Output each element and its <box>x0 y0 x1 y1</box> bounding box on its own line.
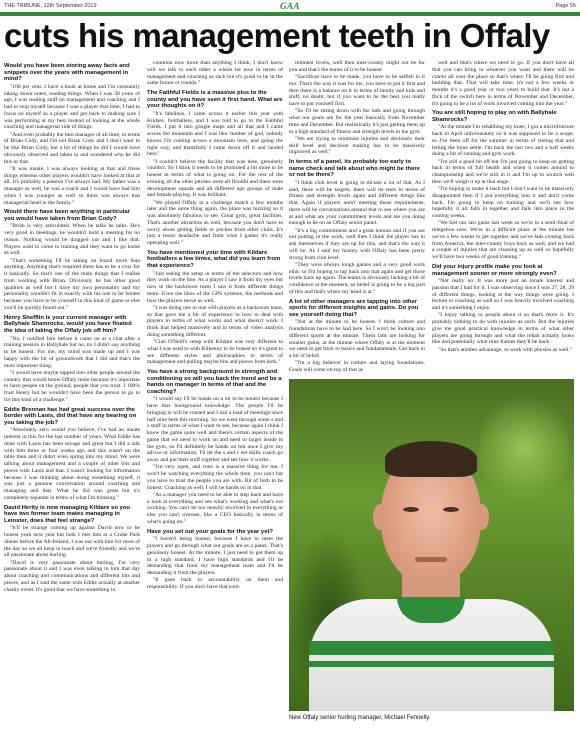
interview-paragraph: "They were always tough games and a very good work ethic so I'm hoping to tap back into that again and get those levels back up again. The teams is obviously lacking a bit of confidence at the moment, so belief is going to be a big part of this and that's where my head is at." <box>289 261 425 295</box>
page-number: Page 55 <box>555 3 576 9</box>
interview-paragraph: "I think club level is going to dictate a lot of that. As I said, there will be targets, there will be tests in terms of fitness and strength levels again and different things like that. Again if players aren't meeting those requirements, there will be conversations around that to see where you are at and what are your commitment levels and are you doing enough to be on an Offaly senior panel. <box>289 179 425 227</box>
interview-paragraph: "We lost our last game last week so we're in a semi-final of relegation now. We're in a difficult place at the minute but we've a few weeks to get together and we've lads coming back from America, the inter-county boys back as well, and we had a couple of injuries that are cleaning up as well so hopefully we'll have two weeks of good training." <box>432 220 574 261</box>
jersey-stripe <box>309 641 554 655</box>
interview-paragraph: "We are trying to minimise injuries and obviously their skill level and decision making has to be massively improved as well." <box>289 135 425 156</box>
interview-paragraph: "Cian O'Neill's setup with Kildare was very different to what I was used to with Kilkenny to be honest so it's great to see different styles and philosophies in terms of management and pulling maybe bits and pieces from both." <box>147 339 283 366</box>
interview-paragraph: "Absolutely zero would you believe, I've had an innate interest in this for the last number of years. What Eddie has done with Laois has been savage and great but I did a talk with him three or four weeks ago and this wasn't on the table then and it didn't even spring into my mind. We were talking about management and a couple of other bits and pieces with Laois and that. I wasn't looking for information because I was thinking about doing something myself, it was just a genuine conversation around coaching and managing and that. What he did was great but it's completely separate in terms of what I'm thinking." <box>4 427 140 501</box>
interview-paragraph: "Just seeing the setup in terms of the selectors and how they work on the line. As a player I saw it from my eyes but now in the backroom team I saw it from different things more. Even the likes of the GPS systems, the methods and how the players move as well. <box>147 270 283 304</box>
interview-question: In terms of a panel, its probably too early to name check and talk about who might be there or not be there? <box>289 159 420 179</box>
interview-paragraph: "It goes back to accountability on them and responsibility. If you don't have that com- <box>147 577 283 591</box>
page-header <box>0 0 580 12</box>
headline: cuts his management teeth in Offaly <box>4 17 550 54</box>
interview-paragraph: "That's something I'll be taking on board more than anything. Anything that's required there has to be a crux for it basically. So that's one of the main things that I realise from working with Brian. Obviously he has other good qualities as well but I have my own personality and my personality wouldn't fit in exactly with his one to be honest because you have to be yourself in this kind of game or else you'll be quickly found out." <box>4 257 140 311</box>
hair <box>385 441 477 477</box>
mouth <box>415 557 447 562</box>
interview-paragraph: "I was doing one to one with players as a backroom team, so that gave me a bit of experience in how to deal with players in terms of what works and what doesn't work. I think that helped massively and in terms of video analysis doing something different. <box>147 304 283 338</box>
interview-paragraph: "And even probably the best manager of all time, in terms of Brian Cody, and I'm not Brian Cody and I don't want to be like Brian Cody, but a lot of things he did I would have obviously observed and taken in and wondered why he did this or that. <box>4 131 140 165</box>
interview-question: Would there have been anything in particular you would have taken from Brian Cody? <box>4 209 130 222</box>
article-column-4 <box>432 60 574 375</box>
left-eye <box>403 507 419 512</box>
interview-paragraph: "I would have maybe tapped into other people around the country that would know Offaly more because it's important to have people on the ground, people that you trust. I 100% trust Henry but he wouldn't have been the person to go to for this kind of a challenge." <box>4 369 140 403</box>
interview-paragraph: "It's fabulous, I came across it earlier this year with Kildare, footballers, and I was told to go to the Faithful Fields. I put it into google maps and all that and I came across the mountain and I was like 'mother of god, nobody knows I'm coming across a mountain here, and going the right way, and thankfully I came down off it and landed here.' <box>147 110 283 158</box>
interview-paragraph: "I would say I'll be hands on a lot to be honest because I have that background knowledge. The people I'll be bringing in will be trusted and I had a load of meetings since half nine here this morning. So we went through some s and s stuff in terms of what I want to see, because again I think I know the game quite well and there's certain aspects of the game that we need to work on and need to target inside in the gym, so I'll definitely be hands on but once I give my advice or information, I'll let the s and c set skills coach go away and put their stuff together and see how it works. <box>147 396 283 464</box>
photo-caption: New Offaly senior hurling manager, Michael Fennelly. <box>289 715 431 721</box>
interview-paragraph: mitment levels, well then inter-county might not be for you and that's the bones of it to be honest. <box>289 60 425 73</box>
interview-question: Have you set out your goals for the year yet? <box>147 528 274 535</box>
interview-paragraph: "As a manager you need to be able to step back and have a look at everything and see what's working and what's not working. You can't be too heavily involved in everything or else you can't oversee, like a CEO basically in terms of what's going on." <box>147 491 283 525</box>
right-eye <box>443 507 459 512</box>
interview-question: A lot of other managers are tapping into other sports for different insights and gains. Do you see yourself doing that? <box>289 298 419 318</box>
interview-paragraph: "I'm a big believer in culture and laying foundations. Goals will come on top of that as <box>289 360 425 374</box>
interview-question: You have a strong background in strength and conditioning so will you back the trend and be a hands on manager in terms of that and the coaching? <box>147 369 282 395</box>
interview-paragraph: "At the minute I'm rehabbing my knee, I got a microfracture back in April unfortunately so it was supposed to be a scope, so I've been off for the summer in terms of resting that and letting the bone settle. I'm back the last two and a half weeks doing a bit of running and gym work. <box>432 124 574 158</box>
interview-paragraph: "Sacrifices have to be made, you have to be selfish in it too. That's the way it was for me, you have to put it first and then there is a balance on it in terms of family and kids and stuff, no doubt, but if you want to be the best you really have to put yourself first. <box>289 74 425 107</box>
interview-paragraph: "So I'll be sitting down with the lads and going through what our goals are for the year basically from November time and December. But realistically it's just getting them up to a high standard of fitness and strength levels in the gym. <box>289 108 425 135</box>
jersey-stripe-thin <box>309 661 554 667</box>
interview-paragraph: "So that's another advantage, to work with physios as well." <box>438 346 573 353</box>
interview-paragraph: "I enjoy talking to people about it so that's more it. It's probably nothing to do with injuries as such. But the injuries give me good practical knowledge in terms of what other players are going through and what the rehab actually looks like and potentially what time frames they'll be back. <box>432 312 574 346</box>
interview-paragraph: "David is very passionate about hurling, I'm very passionate about it and I was even talking to him that day about coaching and communications and different bits and pieces, and as I said the same with Eddie actually at another charity event. It's good that we have something in <box>4 559 140 593</box>
interview-question: Eddie Brennan has had great success over the border with Laois, did that have any bearing on you taking the job? <box>4 406 137 426</box>
background-foliage <box>479 389 569 509</box>
interview-paragraph: "Brian is very articulated. When he talks he talks. He's very good in meetings, he wouldn't hold a meeting for no reason. Nothing would be dragged out and I like that. Players want to come to training and they want to go home as well. <box>4 223 140 257</box>
interview-question: David Herity is now managing Kildare so you have two former team mates managing in Leinster, does that feel strange? <box>4 504 131 524</box>
interview-paragraph: "I'm hoping to make it back but I don't want to be massively disappointed then if I put everything into it and don't come back. I'm going to keep on training and we'll see how hopefully it all falls in together and fails into place in the coming weeks. <box>432 186 574 220</box>
manager-photo <box>289 379 574 711</box>
interview-question: Henry Shefflin is your current manager with Ballyhale Shamrocks, would you have floated the idea of taking the Offaly job off him? <box>4 314 132 334</box>
interview-paragraph: common now more than anything I think, I don't know will we talk to each other a whole lot now in terms of management and coaching as such but it's good to be in the same forum or rounds." <box>147 60 283 87</box>
interview-paragraph: "It'll be strange coming up against David now to be honest yeah next year but look I met him at a Croke Park dinner before the All-Ireland, I was out with him for most of the day so we all keep in touch and we're friendly and we're all passionate about hurling. <box>4 525 140 559</box>
interview-paragraph: well and that's where we need to go. If you don't have all that you can bring in whoever you want and there will be cracks all over the place so that's where I'll be going first and building that. That will take time, it's not a few weeks or months it's a good year or two years to build that. It's not a flick of the switch here in terms of November and December, it's going to be a lot of work involved coming into the year." <box>432 60 574 107</box>
interview-paragraph: "I'm still a good bit off but I'm just going to keep on getting back in terms of full health and when it comes around to championship and we're still in it and I'm up to scratch well then we'll weigh it up at that stage. <box>432 158 574 185</box>
interview-paragraph: "I couldn't believe the facility that was here, genuinely couldn't. So I think it needs to be promoted a bit more to be honest in terms of what is going on. For the rest of the evening all the other pitches were all floodlit and there were development squads and all different age groups of male and female playing. It was brilliant. <box>147 158 283 199</box>
interview-question: You have mentioned your time with Kildare footballers a few times, what did you learn from that experience? <box>147 249 281 269</box>
interview-paragraph: "Not really no. It was more just an innate interest and passion that I had for it. I was observing since I was 27, 28, 29 of different things, looking at the way things were going. I lecture in coaching as well so I was heavily involved coaching and it's something I enjoy. <box>432 278 574 312</box>
header-issue: THE TRIBUNE, 12th September 2019 <box>4 3 97 9</box>
interview-paragraph: "It was innate, I was always looking at that and those things whereas other players wouldn't have looked at that at all. It's probably a passion I've always had. My father was a manager as well, he was a coach and I would have had him when I was younger as well so there was always that managerial head in the family." <box>4 165 140 206</box>
article-column-3 <box>289 60 425 375</box>
interview-paragraph: "Not at the minute to be honest. I think culture and foundations have to be laid here. So I won't be looking into different sports at the minute. Them lads are looking for smaller gains, at the minute where Offaly is at the moment we need to get back to basics and fundamentals. Get back to a bit of belief. <box>289 319 425 360</box>
interview-paragraph: "I'm very open, and trust is a massive thing for me. I won't be watching everything the whole time, you can't but you have to trust the people you are with. Bit of both to be honest. Coaching as well, I will be hands on in that. <box>147 464 283 491</box>
interview-paragraph: "It's a big commitment and a great honour and if you are not putting in the work, well then I think the player has to ask themselves if they are up for this, and that's the way it will be. As I said my history with Offaly has been pretty strong from club level. <box>289 227 425 261</box>
interview-paragraph: "I haven't being honest, because I have to meet the players and go through what our goals are as a panel. That's genuinely honest. At the minute, I just need to get them up to a high standard, I have high standards and I'll be demanding that from my management team and I'll be demanding it from the players. <box>147 536 283 577</box>
interview-paragraph: "No, I notified him before it came on at a chat after a training session in Ballyhale but no, no I didn't say anything to be honest. For me, my mind was made up and I was happy with the bit of groundwork that I did and that's the most important thing. <box>4 335 140 369</box>
article-column-2 <box>147 60 283 730</box>
interview-paragraph: "100 per cent. I have a book at home and I'm constantly taking down notes, reading things. When I was 30 years of age, I was reading stuff on management and coaching and I had to stop myself because I was a player that time, I had to focus on myself as a player and get back to making sure I was performing at my best instead of looking at the whole coaching and managerial side of things. <box>4 83 140 131</box>
interview-question: The Faithful Fields is a massive plus to the county and you have seen it first hand. What are your thoughts on it? <box>147 90 283 110</box>
interview-paragraph: "We played Offaly in a challenge match a few months later and the same thing again, the place was buzzing so it was absolutely fabulous to see. Great gym, great facilities. That's another attraction as well, because you don't have to worry about getting fields or pitches from other clubs. It's just a lesser headache and from what I gather it's really operating well." <box>147 199 283 247</box>
section-label: GAA <box>279 1 301 11</box>
article-column-1 <box>4 60 140 730</box>
interview-question: Would you have been storing away facts and snippets over the years with management in mind? <box>4 63 130 83</box>
interview-question: Did your injury profile make you look at management sooner or more strongly even? <box>432 263 557 277</box>
interview-question: You are still hoping to play on with Ballyhale Shamrocks? <box>432 110 557 123</box>
